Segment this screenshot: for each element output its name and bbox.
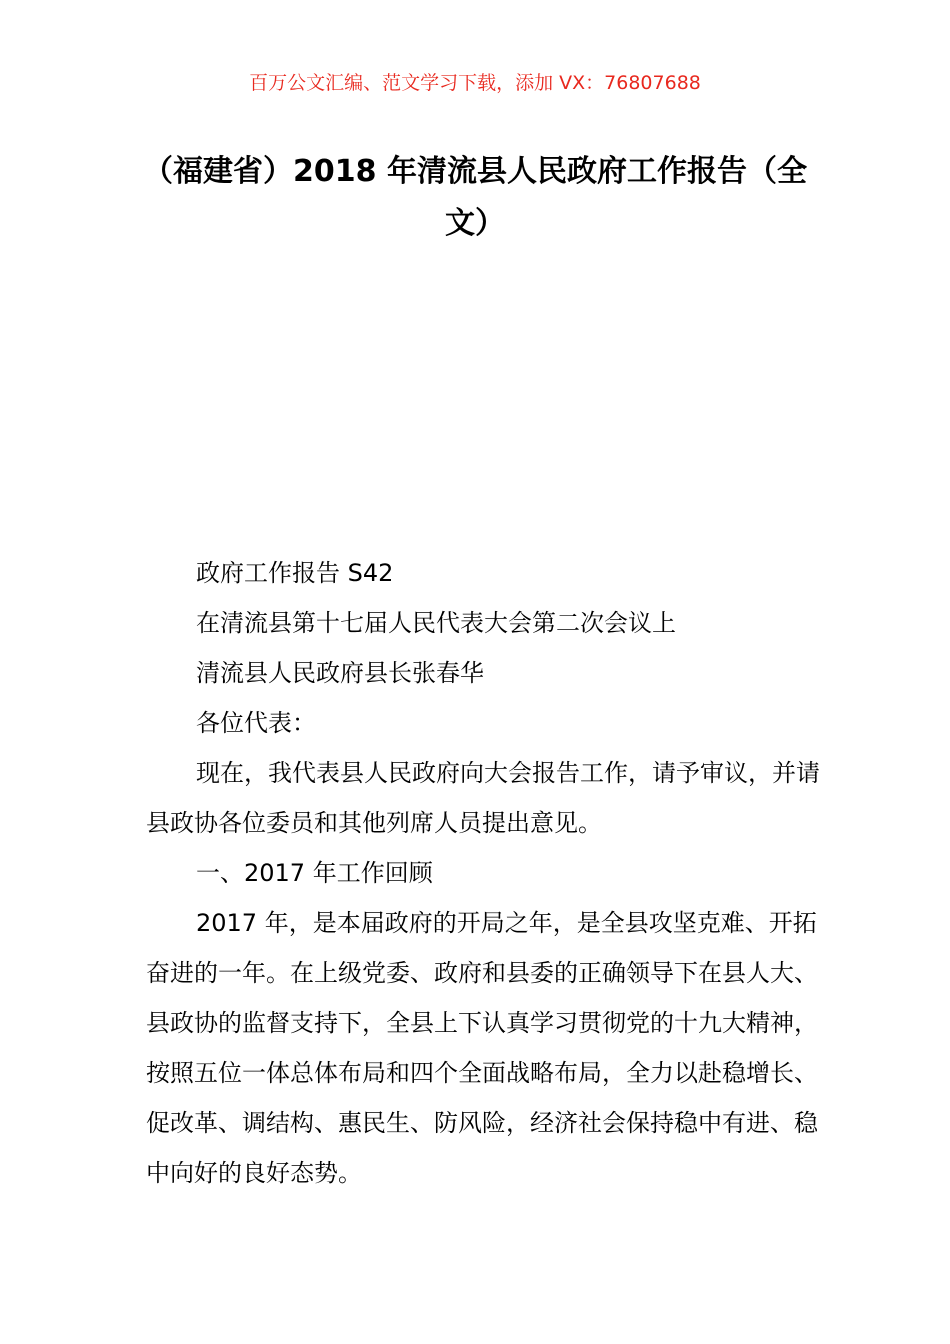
- document-title: （福建省）2018 年清流县人民政府工作报告（全文）: [143, 154, 807, 241]
- review-paragraph: 2017 年，是本届政府的开局之年，是全县攻坚克难、开拓奋进的一年。在上级党委、政府和县委的正确领导下在县人大、县政协的监督支持下，全县上下认真学习贯彻党的十九大精神，按照五位一体总体布局和四个全面战略布局，全力以赴稳增长、促改革、调结构、惠民生、防风险，经济社会保持稳中有进、稳中向好的良好态势。: [146, 909, 818, 1187]
- section-heading: 一、2017 年工作回顾: [196, 859, 433, 887]
- meeting-line: 在清流县第十七届人民代表大会第二次会议上: [196, 609, 676, 637]
- intro-paragraph: 现在，我代表县人民政府向大会报告工作，请予审议，并请县政协各位委员和其他列席人员提出意见。: [146, 759, 820, 837]
- watermark-header: 百万公文汇编、范文学习下载，添加 VX：76807688: [249, 72, 701, 94]
- report-label: 政府工作报告 S42: [196, 559, 394, 587]
- speaker-line: 清流县人民政府县长张春华: [196, 659, 484, 687]
- document-body: [146, 548, 836, 1198]
- salutation: 各位代表：: [196, 709, 316, 737]
